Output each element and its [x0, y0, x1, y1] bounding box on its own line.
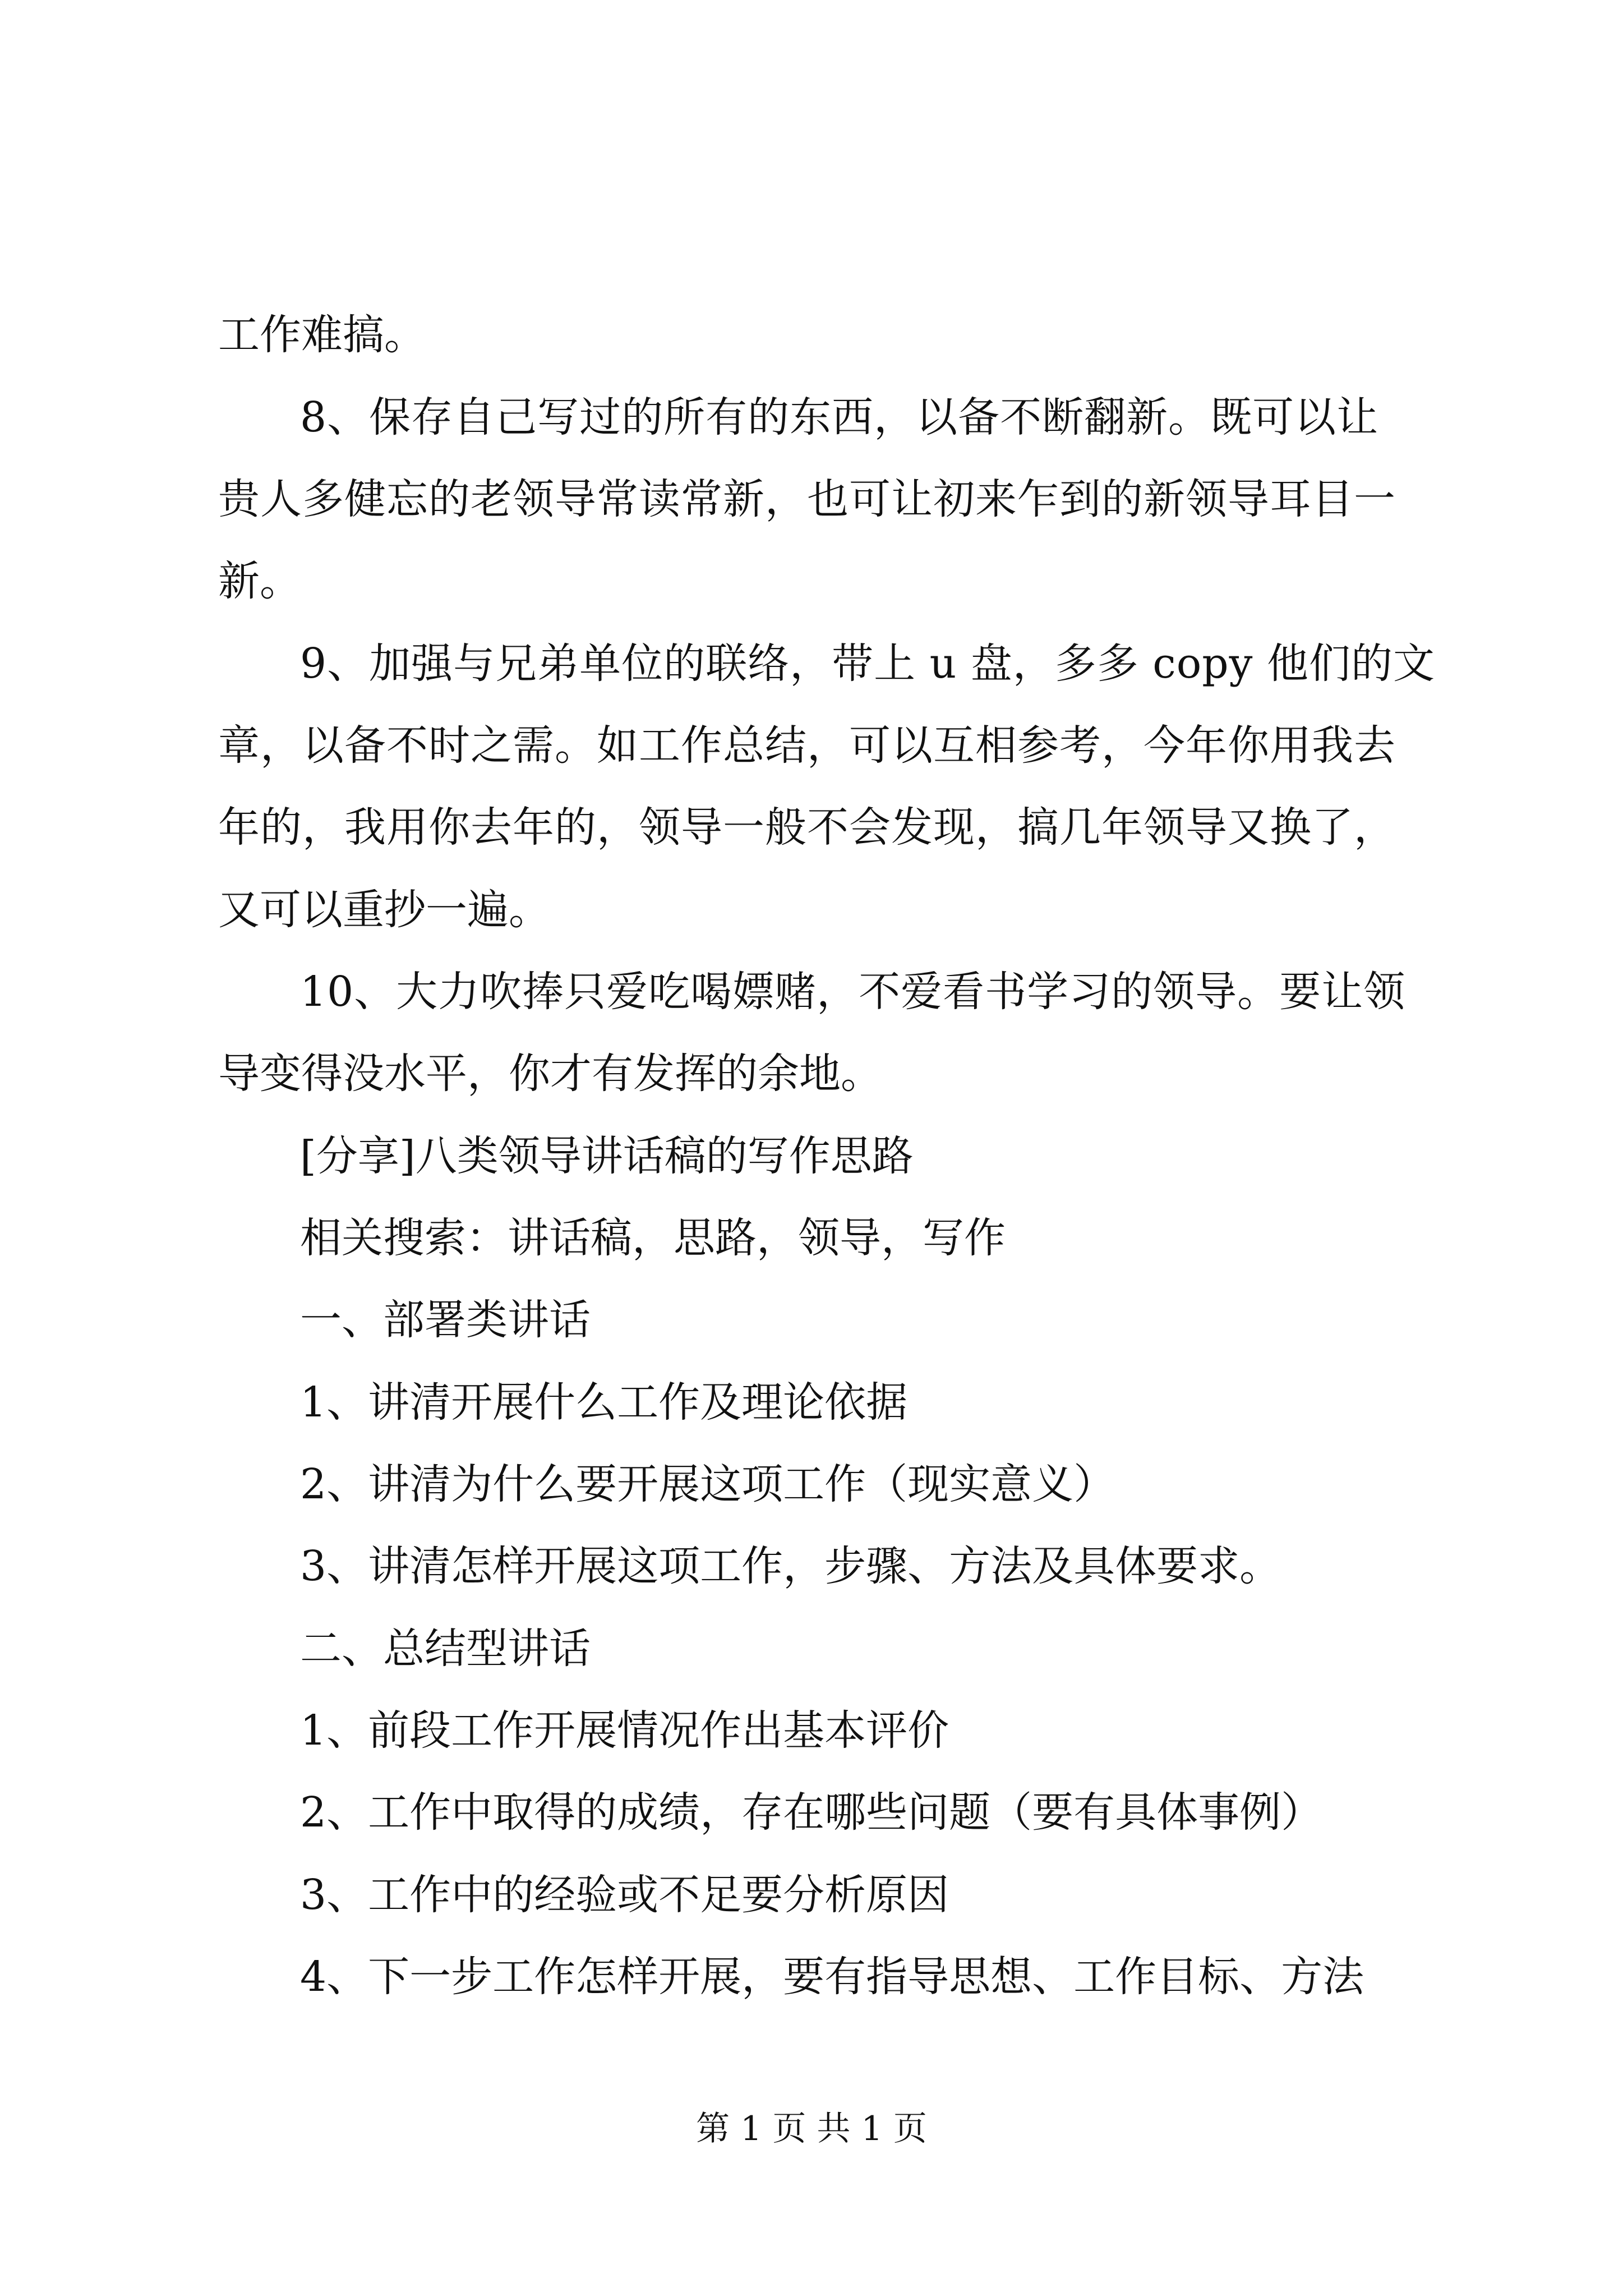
heading-summary-speech: 二、总结型讲话: [300, 1625, 591, 1673]
list-item: 4、下一步工作怎样开展，要有指导思想、工作目标、方法: [300, 1953, 1364, 2001]
page-number-footer: 第 1 页 共 1 页: [696, 2109, 927, 2148]
list-item: 1、前段工作开展情况作出基本评价: [300, 1706, 949, 1755]
text-line: 又可以重抄一遍。: [218, 886, 550, 934]
related-search: 相关搜索：讲话稿，思路，领导，写作: [300, 1214, 1006, 1262]
text-line: 10、大力吹捧只爱吃喝嫖赌，不爱看书学习的领导。要让领: [300, 968, 1406, 1016]
text-line: 章，以备不时之需。如工作总结，可以互相参考，今年你用我去: [218, 721, 1396, 770]
list-item: 2、工作中取得的成绩，存在哪些问题（要有具体事例）: [300, 1788, 1323, 1837]
text-line: 导变得没水平，你才有发挥的余地。: [218, 1050, 882, 1098]
list-item: 2、讲清为什么要开展这项工作（现实意义）: [300, 1460, 1115, 1508]
text-line: 贵人多健忘的老领导常读常新，也可让初来乍到的新领导耳目一: [218, 475, 1396, 523]
text-line: 新。: [218, 557, 301, 605]
heading-deployment-speech: 一、部署类讲话: [300, 1296, 591, 1344]
list-item: 3、工作中的经验或不足要分析原因: [300, 1871, 949, 1919]
section-title: [分享]八类领导讲话稿的写作思路: [300, 1132, 914, 1180]
text-line: 工作难搞。: [218, 311, 426, 359]
text-line: 年的，我用你去年的，领导一般不会发现，搞几年领导又换了，: [218, 803, 1396, 852]
text-line: 8、保存自己写过的所有的东西，以备不断翻新。既可以让: [300, 393, 1379, 441]
list-item: 1、讲清开展什么工作及理论依据: [300, 1378, 908, 1427]
text-line: 9、加强与兄弟单位的联络，带上 u 盘，多多 copy 他们的文: [300, 639, 1435, 688]
list-item: 3、讲清怎样开展这项工作，步骤、方法及具体要求。: [300, 1542, 1281, 1590]
